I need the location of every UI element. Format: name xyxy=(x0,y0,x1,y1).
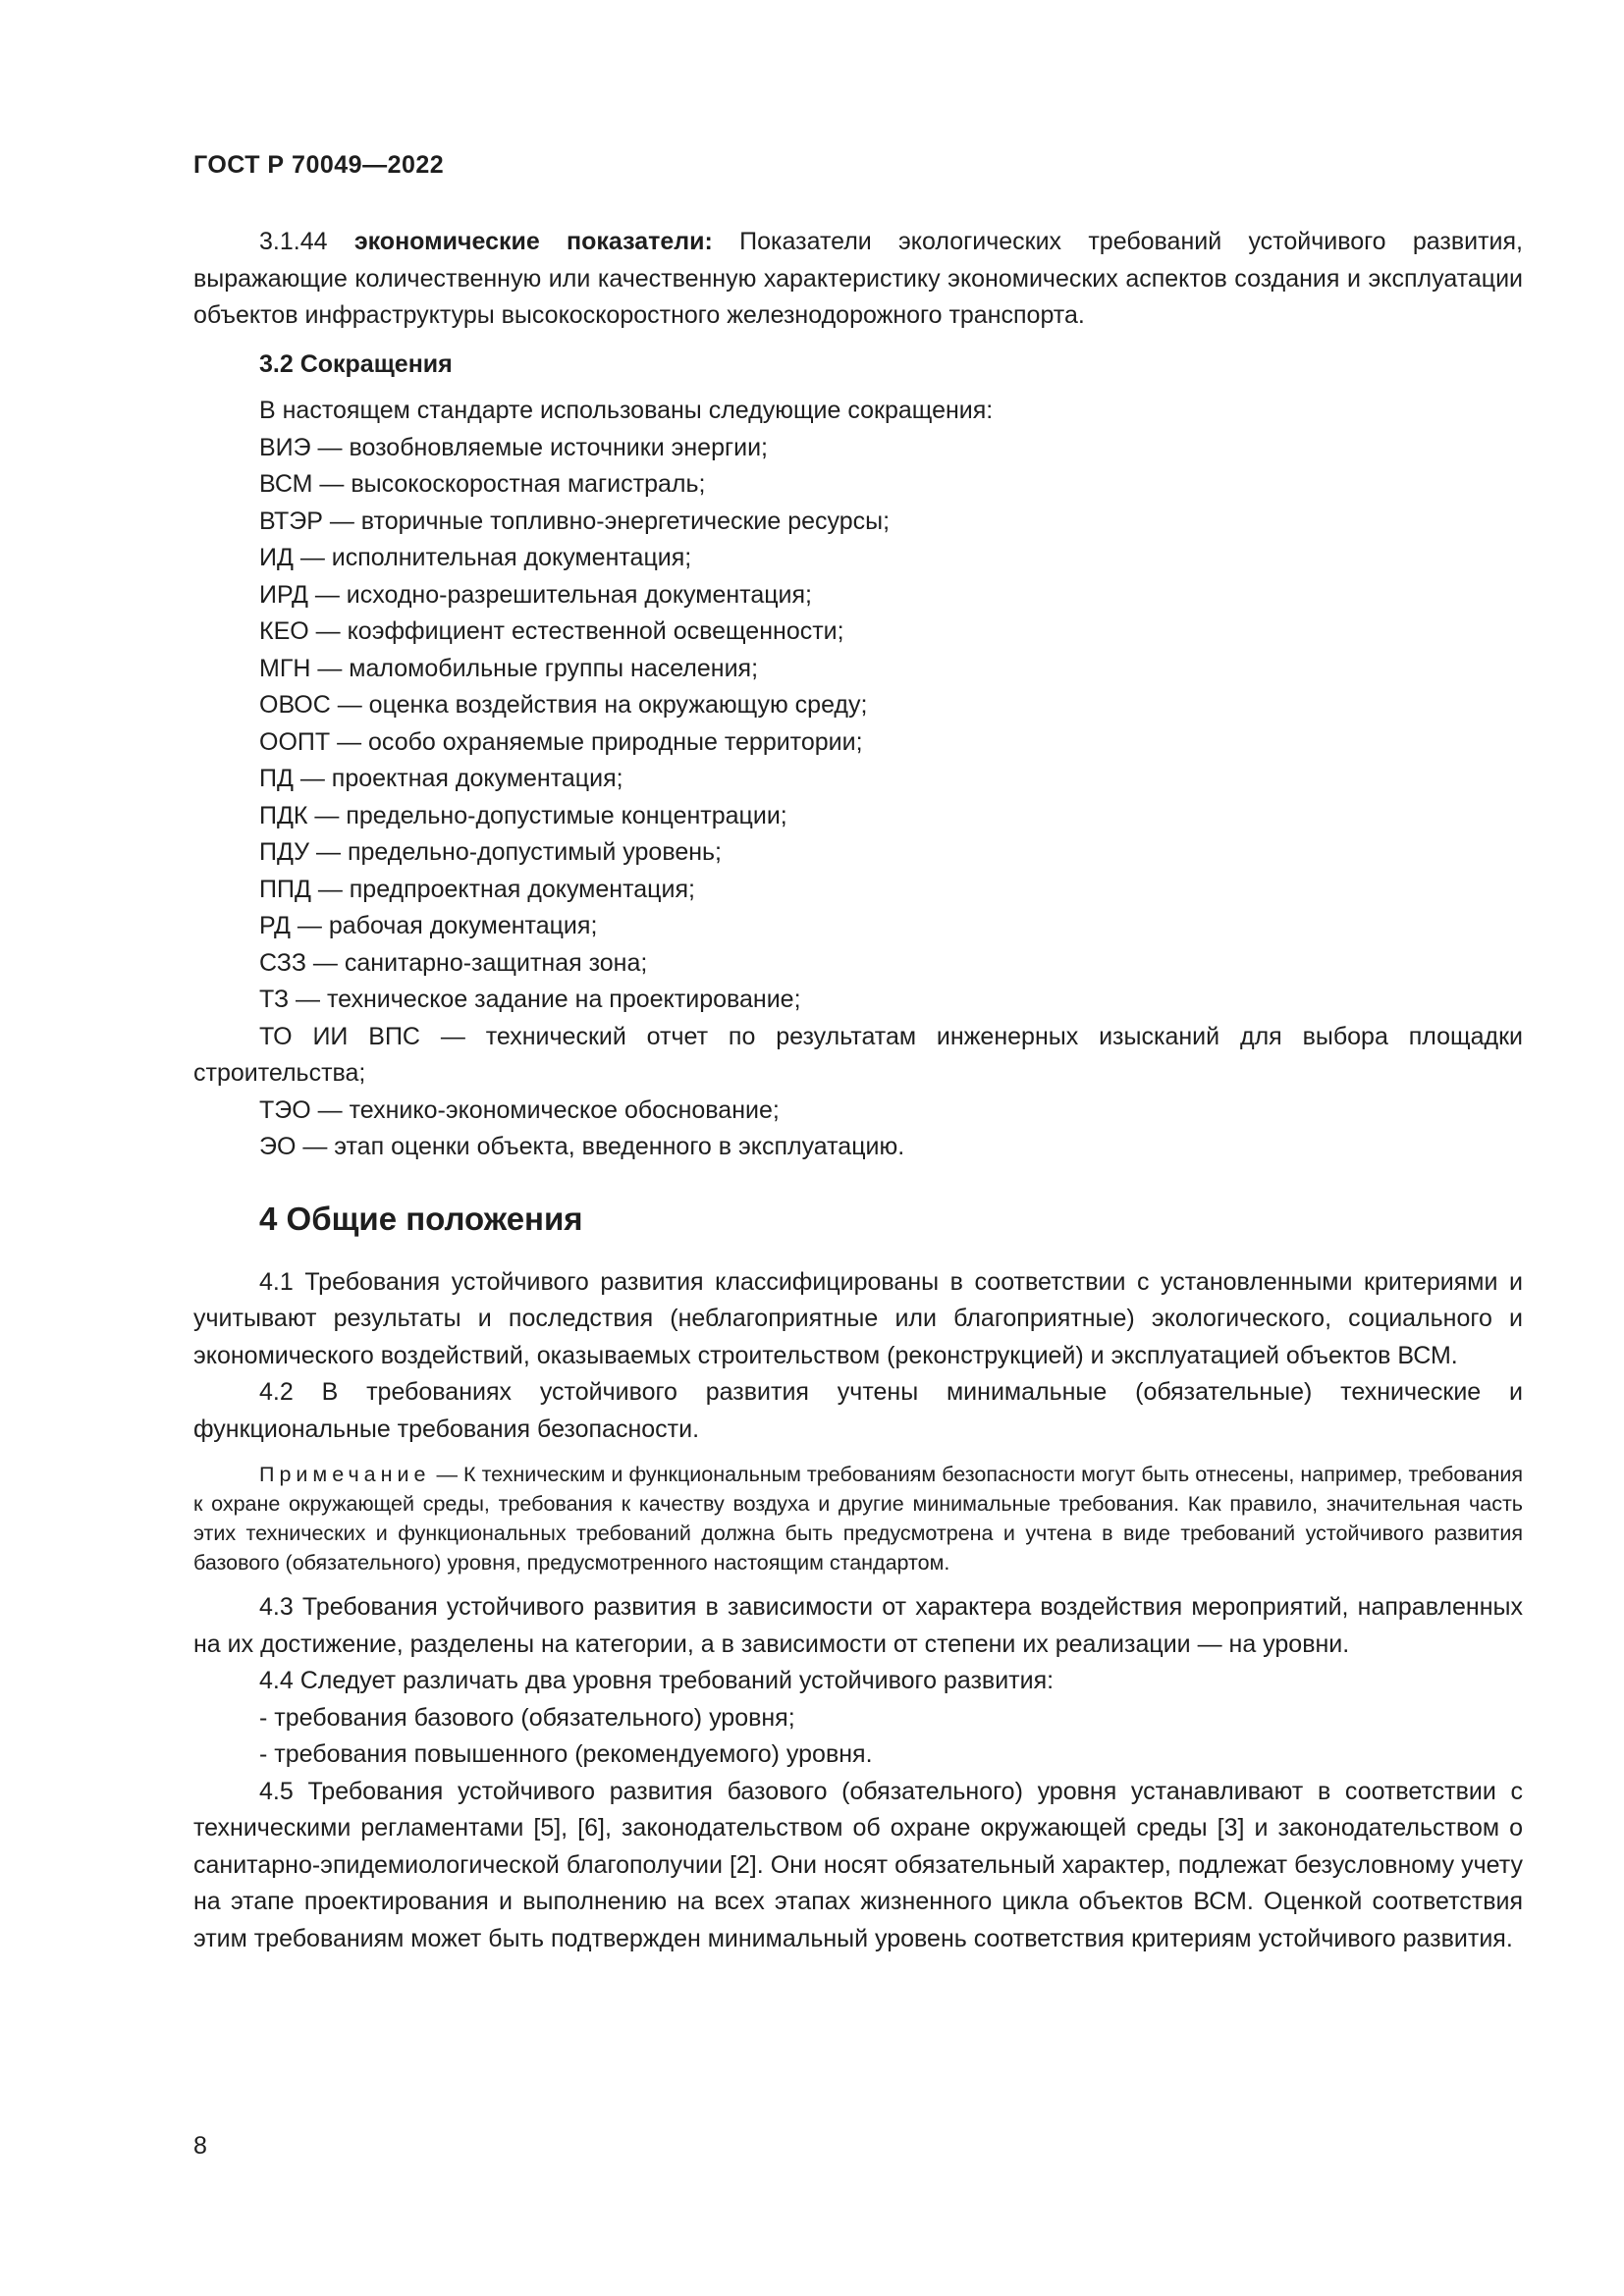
section-title-general: 4 Общие положения xyxy=(259,1200,583,1237)
abbreviation-item: КЕО — коэффициент естественной освещенности; xyxy=(259,617,844,645)
term-definition: Показатели экологических требований устойчивого развития, выражающие количественную или качественную характеристику экономических аспектов создания и эксплуатации объектов инфраструктуры высокоскоростного железнодорожного транспорта. xyxy=(193,228,1524,329)
paragraph-4-4: 4.4 Следует различать два уровня требований устойчивого развития: xyxy=(259,1667,1055,1694)
abbreviation-item: ТЗ — техническое задание на проектирование; xyxy=(259,986,801,1013)
term-name: экономические показатели: xyxy=(353,228,713,255)
abbreviation-item: ПДУ — предельно-допустимый уровень; xyxy=(259,838,722,866)
note xyxy=(193,1460,1523,1577)
paragraph-4-2: 4.2 В требованиях устойчивого развития учтены минимальные (обязательные) технические и функциональные требования безопасности. xyxy=(193,1378,1523,1443)
abbreviation-item: ИРД — исходно-разрешительная документация; xyxy=(259,580,812,609)
paragraph-4-1: 4.1 Требования устойчивого развития классифицированы в соответствии с установленными критериями и учитывают результаты и последствия (неблагоприятные или благоприятные) экологического, социального и экономического воздействий, оказываемых строительством (реконструкцией) и эксплуатацией объектов ВСМ. xyxy=(193,1267,1523,1369)
abbreviation-item: ПД — проектная документация; xyxy=(259,765,623,792)
abbreviation-item: ПДК — предельно-допустимые концентрации; xyxy=(259,801,787,829)
requirement-level-item: - требования базового (обязательного) уровня; xyxy=(259,1703,795,1732)
page-number: 8 xyxy=(193,2132,207,2160)
document-body xyxy=(193,224,1523,1957)
clause-number: 3.1.44 xyxy=(259,228,328,255)
paragraph-3-1-44 xyxy=(193,224,1523,335)
abbreviation-item: ИД — исполнительная документация; xyxy=(259,544,692,571)
note-text: — К техническим и функциональным требованиям безопасности могут быть отнесены, например, требования к охране окружающей среды, требования к качеству воздуха и другие минимальные требования. Как правило, значительная часть этих технических и функциональных требований должна быть предусмотрена и учтена в виде требований устойчивого развития базового (обязательного) уровня, предусмотренного настоящим стандартом. xyxy=(193,1463,1523,1575)
subsection-title-abbreviations: 3.2 Сокращения xyxy=(259,349,453,378)
document-header: ГОСТ Р 70049—2022 xyxy=(193,151,445,179)
paragraph-4-5: 4.5 Требования устойчивого развития базового (обязательного) уровня устанавливают в соответствии с техническими регламентами [5], [6], законодательством об охране окружающей среды [3] и законодательством о санитарно-эпидемиологической благополучии [2]. Они носят обязательный характер, подлежат безусловному учету на этапе проектирования и выполнению на всех этапах жизненного цикла объектов ВСМ. Оценкой соответствия этим требованиям может быть подтвержден минимальный уровень соответствия критериям устойчивого развития. xyxy=(193,1777,1523,1952)
abbreviation-item: ППД — предпроектная документация; xyxy=(259,875,695,903)
paragraph-4-3: 4.3 Требования устойчивого развития в зависимости от характера воздействия мероприятий, направленных на их достижение, разделены на категории, а в зависимости от степени их реализации — на уровни. xyxy=(193,1593,1523,1658)
note-label: Примечание xyxy=(259,1463,431,1486)
abbreviation-item: ВСМ — высокоскоростная магистраль; xyxy=(259,470,706,498)
abbreviation-item: ВТЭР — вторичные топливно-энергетические ресурсы; xyxy=(259,507,891,535)
abbreviations-intro: В настоящем стандарте использованы следующие сокращения: xyxy=(259,397,994,424)
requirement-level-item: - требования повышенного (рекомендуемого) уровня. xyxy=(259,1740,873,1768)
abbreviation-item: МГН — маломобильные группы населения; xyxy=(259,654,759,682)
abbreviation-item: ВИЭ — возобновляемые источники энергии; xyxy=(259,433,768,461)
abbreviation-item: РД — рабочая документация; xyxy=(259,912,598,939)
abbreviation-list xyxy=(193,430,1523,1166)
abbreviation-item: ОВОС — оценка воздействия на окружающую среду; xyxy=(259,691,868,719)
abbreviation-item: ТО ИИ ВПС — технический отчет по результатам инженерных изысканий для выбора площадки строительства; xyxy=(193,1022,1523,1087)
abbreviation-item: ТЭО — технико-экономическое обоснование; xyxy=(259,1095,780,1124)
abbreviation-item: ЭО — этап оценки объекта, введенного в эксплуатацию. xyxy=(259,1133,905,1160)
abbreviation-item: СЗЗ — санитарно-защитная зона; xyxy=(259,948,648,977)
abbreviation-item: ООПТ — особо охраняемые природные территории; xyxy=(259,727,863,756)
